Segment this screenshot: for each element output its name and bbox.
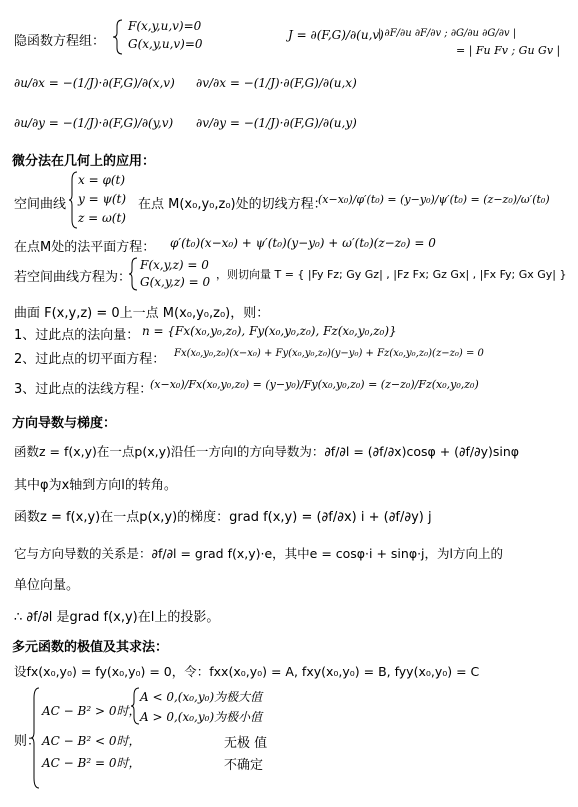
item1-label: 1、过此点的法向量：: [14, 328, 140, 343]
implicit-eq-g: G(x,y,u,v)=0: [128, 37, 203, 51]
extrema-heading: 多元函数的极值及其求法：: [12, 640, 169, 655]
surface-line: 曲面 F(x,y,z) = 0上一点 M(x₀,y₀,z₀)，则：: [14, 306, 270, 321]
jacobian-short: = | Fu Fv ; Gu Gv |: [456, 44, 561, 57]
case3: AC − B² = 0时，: [42, 756, 141, 770]
case3-result: 不确定: [224, 758, 264, 773]
left-brace-icon: [112, 18, 124, 56]
normal-plane-label: 在点M处的法平面方程：: [14, 240, 156, 255]
directional-line6: ∴ ∂f/∂l 是grad f(x,y)在l上的投影。: [14, 610, 220, 625]
jacobian-lhs: J = ∂(F,G)/∂(u,v): [288, 28, 384, 42]
tangent-text: 在点 M(x₀,y₀,z₀)处的切线方程：: [138, 197, 327, 212]
dv-dx-eq: ∂v/∂x = −(1/J)·∂(F,G)/∂(u,x): [196, 76, 357, 90]
item3-equation: (x−x₀)/Fx(x₀,y₀,z₀) = (y−y₀)/Fy(x₀,y₀,z₀) = (z−z₀)/Fz(x₀,y₀,z₀): [150, 378, 479, 391]
left-brace-icon: [128, 256, 138, 292]
directional-line2: 其中φ为x轴到方向l的转角。: [14, 478, 177, 493]
case1: AC − B² > 0时，: [42, 704, 141, 718]
left-brace-icon: [130, 686, 140, 726]
directional-line4: 它与方向导数的关系是：∂f/∂l = grad f(x,y)·e，其中e = cosφ·i + sinφ·j，为l方向上的: [14, 546, 503, 561]
item2-equation: Fx(x₀,y₀,z₀)(x−x₀) + Fy(x₀,y₀,z₀)(y−y₀) + Fz(x₀,y₀,z₀)(z−z₀) = 0: [174, 348, 484, 359]
if-curve-label: 若空间曲线方程为：: [14, 270, 132, 285]
geometry-heading: 微分法在几何上的应用：: [12, 154, 156, 169]
du-dx-eq: ∂u/∂x = −(1/J)·∂(F,G)/∂(x,v): [14, 76, 175, 90]
tangent-equation: (x−x₀)/φ′(t₀) = (y−y₀)/ψ′(t₀) = (z−z₀)/ω′(t₀): [318, 193, 550, 206]
tangent-vector: ，则切向量 T = { |Fy Fz; Gy Gz| , |Fz Fx; Gz Gx| , |Fx Fy; Gx Gy| }: [216, 268, 567, 281]
left-brace-icon: [68, 170, 78, 230]
param-x: x = φ(t): [78, 173, 126, 187]
directional-line3: 函数z = f(x,y)在一点p(x,y)的梯度：grad f(x,y) = (∂f/∂x) i + (∂f/∂y) j: [14, 510, 432, 525]
sys-g: G(x,y,z) = 0: [140, 275, 211, 289]
jacobian-det: | ∂F/∂u ∂F/∂v ; ∂G/∂u ∂G/∂v |: [378, 28, 517, 39]
sys-f: F(x,y,z) = 0: [140, 258, 209, 272]
item2-label: 2、过此点的切平面方程：: [14, 352, 166, 367]
case1b: A > 0,(x₀,y₀)为极小值: [140, 710, 263, 724]
directional-line1: 函数z = f(x,y)在一点p(x,y)沿任一方向l的方向导数为：∂f/∂l = (∂f/∂x)cosφ + (∂f/∂y)sinφ: [14, 444, 519, 459]
implicit-eq-f: F(x,y,u,v)=0: [128, 19, 202, 33]
item3-label: 3、过此点的法线方程：: [14, 382, 153, 397]
item1-equation: n = {Fx(x₀,y₀,z₀), Fy(x₀,y₀,z₀), Fz(x₀,y₀,z₀)}: [142, 324, 397, 338]
normal-plane-equation: φ′(t₀)(x−x₀) + ψ′(t₀)(y−y₀) + ω′(t₀)(z−z₀) = 0: [170, 236, 436, 250]
case2: AC − B² < 0时，: [42, 734, 141, 748]
extrema-condition: 设fx(x₀,y₀) = fy(x₀,y₀) = 0，令：fxx(x₀,y₀) = A, fxy(x₀,y₀) = B, fyy(x₀,y₀) = C: [14, 664, 480, 679]
directional-line5: 单位向量。: [14, 578, 80, 593]
param-y: y = ψ(t): [78, 192, 127, 206]
du-dy-eq: ∂u/∂y = −(1/J)·∂(F,G)/∂(y,v): [14, 116, 174, 130]
implicit-label: 隐函数方程组：: [14, 34, 106, 49]
curve-label: 空间曲线: [14, 197, 67, 212]
extrema-then: 则：: [14, 734, 41, 749]
directional-heading: 方向导数与梯度：: [12, 416, 117, 431]
case1a: A < 0,(x₀,y₀)为极大值: [140, 690, 263, 704]
param-z: z = ω(t): [78, 211, 126, 225]
dv-dy-eq: ∂v/∂y = −(1/J)·∂(F,G)/∂(u,y): [196, 116, 357, 130]
left-brace-icon: [30, 686, 40, 790]
case2-result: 无极 值: [224, 736, 268, 751]
